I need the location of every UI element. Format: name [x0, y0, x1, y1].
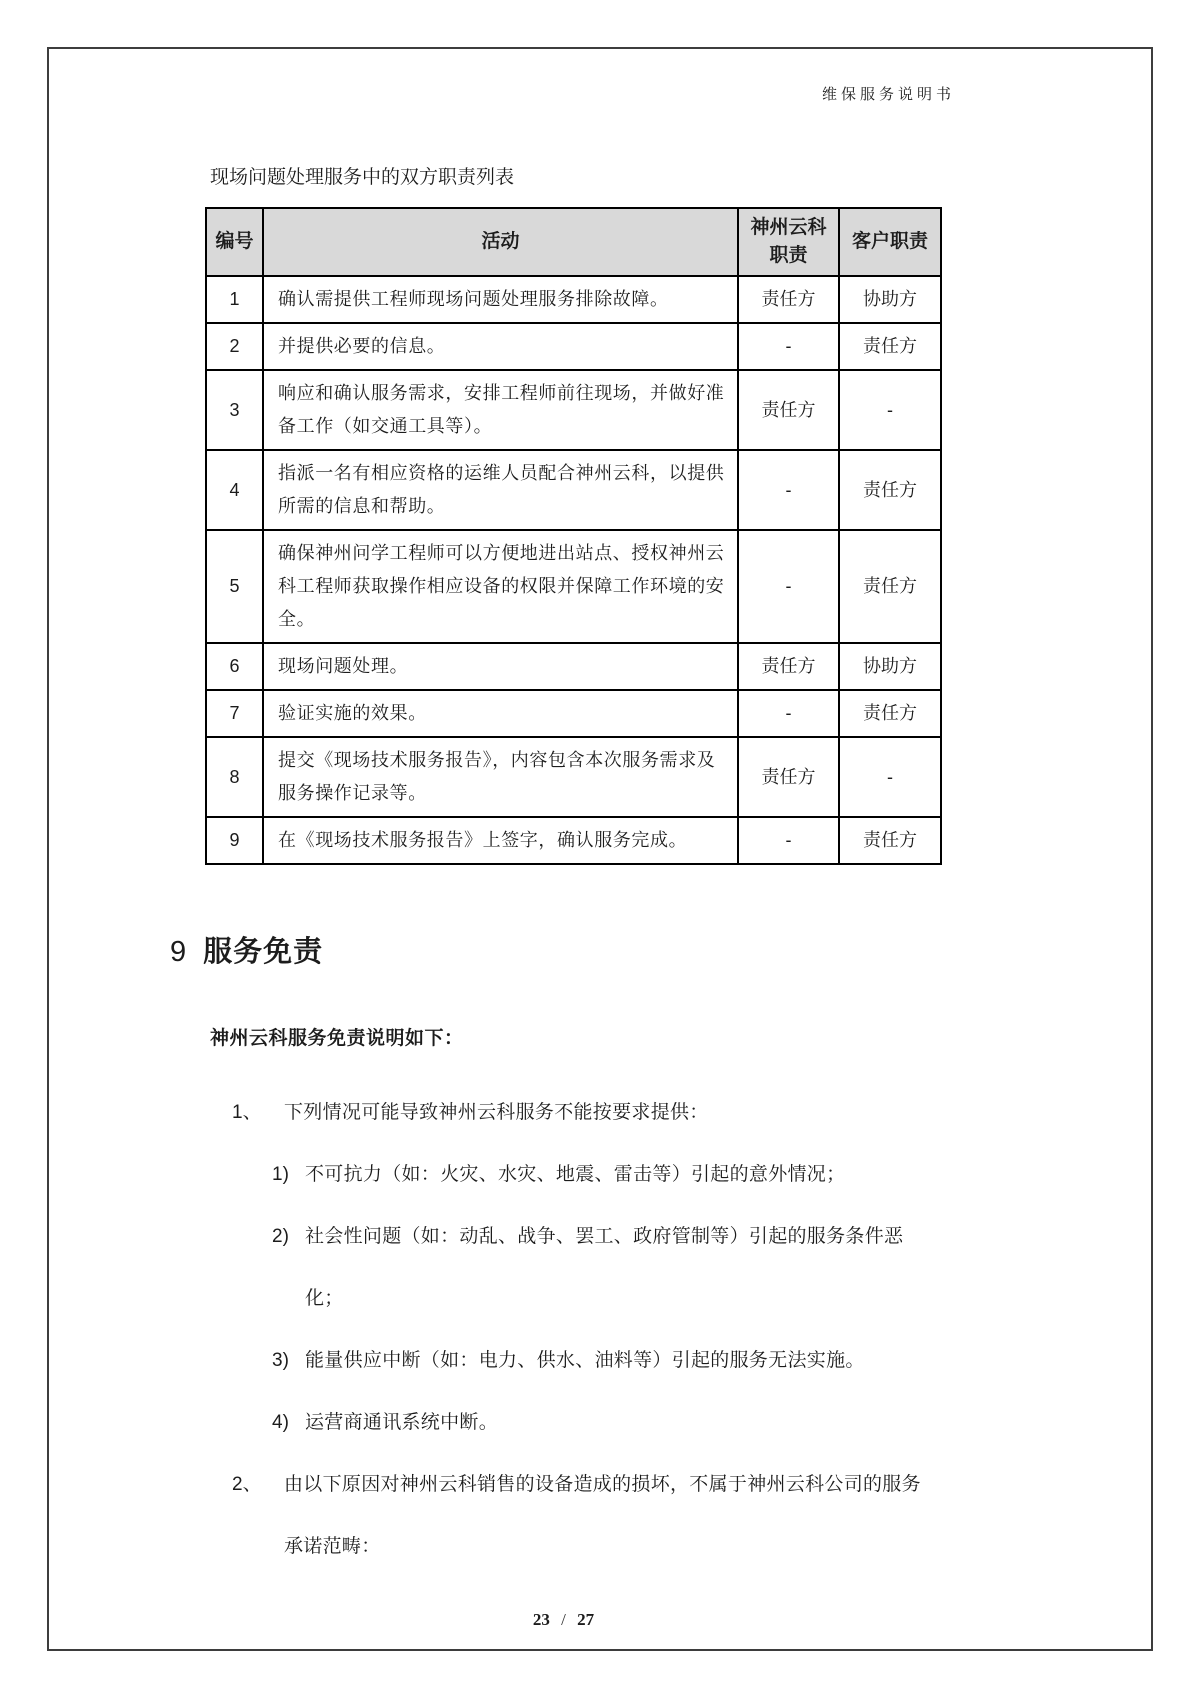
page-number-total: 27	[577, 1610, 595, 1629]
table-header-row	[206, 208, 941, 276]
page-number-separator: /	[561, 1610, 566, 1629]
vendor-responsibility: 责任方	[738, 370, 839, 450]
list-subitem	[272, 1330, 1200, 1392]
activity-text: 现场问题处理。	[263, 643, 738, 690]
customer-responsibility: 责任方	[839, 450, 941, 530]
list-subitem	[272, 1392, 1200, 1454]
activity-text: 并提供必要的信息。	[263, 323, 738, 370]
activity-text: 确认需提供工程师现场问题处理服务排除故障。	[263, 276, 738, 323]
list-subitem-text: 能量供应中断（如：电力、供水、油料等）引起的服务无法实施。	[305, 1350, 865, 1371]
list-subitem-text: 不可抗力（如：火灾、水灾、地震、雷击等）引起的意外情况；	[305, 1164, 846, 1185]
list-subitem-marker: 4)	[272, 1412, 289, 1433]
table-caption: 现场问题处理服务中的双方职责列表	[210, 167, 515, 188]
vendor-responsibility: 责任方	[738, 737, 839, 817]
table-row	[206, 643, 941, 690]
vendor-responsibility: -	[738, 530, 839, 643]
list-item	[232, 1454, 1200, 1578]
row-number: 7	[206, 690, 263, 737]
vendor-responsibility: -	[738, 323, 839, 370]
table-row	[206, 817, 941, 864]
list-subitem	[272, 1144, 1200, 1206]
responsibility-table	[205, 207, 942, 865]
vendor-responsibility: -	[738, 690, 839, 737]
row-number: 6	[206, 643, 263, 690]
activity-text: 确保神州问学工程师可以方便地进出站点、授权神州云科工程师获取操作相应设备的权限并保障工作环境的安全。	[263, 530, 738, 643]
activity-text: 响应和确认服务需求，安排工程师前往现场，并做好准备工作（如交通工具等）。	[263, 370, 738, 450]
customer-responsibility: 责任方	[839, 690, 941, 737]
list-subitem-marker: 3)	[272, 1350, 289, 1371]
customer-responsibility: -	[839, 737, 941, 817]
list-item-marker: 1、	[232, 1102, 262, 1123]
vendor-responsibility: -	[738, 450, 839, 530]
list-subitem-text: 社会性问题（如：动乱、战争、罢工、政府管制等）引起的服务条件恶化；	[305, 1226, 904, 1309]
customer-responsibility: 协助方	[839, 643, 941, 690]
table-row	[206, 690, 941, 737]
section-number: 9	[170, 936, 187, 968]
table-row	[206, 530, 941, 643]
disclaimer-intro: 神州云科服务免责说明如下：	[210, 1028, 464, 1049]
table-row	[206, 737, 941, 817]
list-item-text: 由以下原因对神州云科销售的设备造成的损坏，不属于神州云科公司的服务承诺范畴：	[284, 1474, 921, 1557]
list-subitem	[272, 1206, 1200, 1330]
document-header	[0, 0, 1200, 104]
list-subitem-marker: 2)	[272, 1226, 289, 1247]
vendor-responsibility: 责任方	[738, 643, 839, 690]
section-heading	[170, 929, 1200, 970]
row-number: 2	[206, 323, 263, 370]
table-row	[206, 370, 941, 450]
activity-text: 验证实施的效果。	[263, 690, 738, 737]
responsibility-table-body	[206, 276, 941, 864]
row-number: 4	[206, 450, 263, 530]
customer-responsibility: 责任方	[839, 530, 941, 643]
column-header: 客户职责	[839, 208, 941, 276]
vendor-responsibility: 责任方	[738, 276, 839, 323]
header-title: 维保服务说明书	[821, 87, 955, 103]
row-number: 1	[206, 276, 263, 323]
activity-text: 指派一名有相应资格的运维人员配合神州云科，以提供所需的信息和帮助。	[263, 450, 738, 530]
activity-text: 在《现场技术服务报告》上签字，确认服务完成。	[263, 817, 738, 864]
list-subitem-marker: 1)	[272, 1164, 289, 1185]
customer-responsibility: -	[839, 370, 941, 450]
page-number-current: 23	[532, 1610, 550, 1629]
column-header: 神州云科职责	[738, 208, 839, 276]
row-number: 5	[206, 530, 263, 643]
disclaimer-list	[0, 1082, 1200, 1578]
row-number: 9	[206, 817, 263, 864]
table-row	[206, 323, 941, 370]
list-item-marker: 2、	[232, 1474, 262, 1495]
row-number: 8	[206, 737, 263, 817]
table-row	[206, 276, 941, 323]
list-item	[232, 1082, 1200, 1144]
section-title: 服务免责	[203, 936, 324, 968]
list-subitem-text: 运营商通讯系统中断。	[305, 1412, 499, 1433]
activity-text: 提交《现场技术服务报告》，内容包含本次服务需求及服务操作记录等。	[263, 737, 738, 817]
table-row	[206, 450, 941, 530]
column-header: 活动	[263, 208, 738, 276]
customer-responsibility: 责任方	[839, 323, 941, 370]
vendor-responsibility: -	[738, 817, 839, 864]
page-footer	[170, 1610, 957, 1630]
list-item-text: 下列情况可能导致神州云科服务不能按要求提供：	[284, 1102, 709, 1123]
column-header: 编号	[206, 208, 263, 276]
customer-responsibility: 协助方	[839, 276, 941, 323]
row-number: 3	[206, 370, 263, 450]
customer-responsibility: 责任方	[839, 817, 941, 864]
